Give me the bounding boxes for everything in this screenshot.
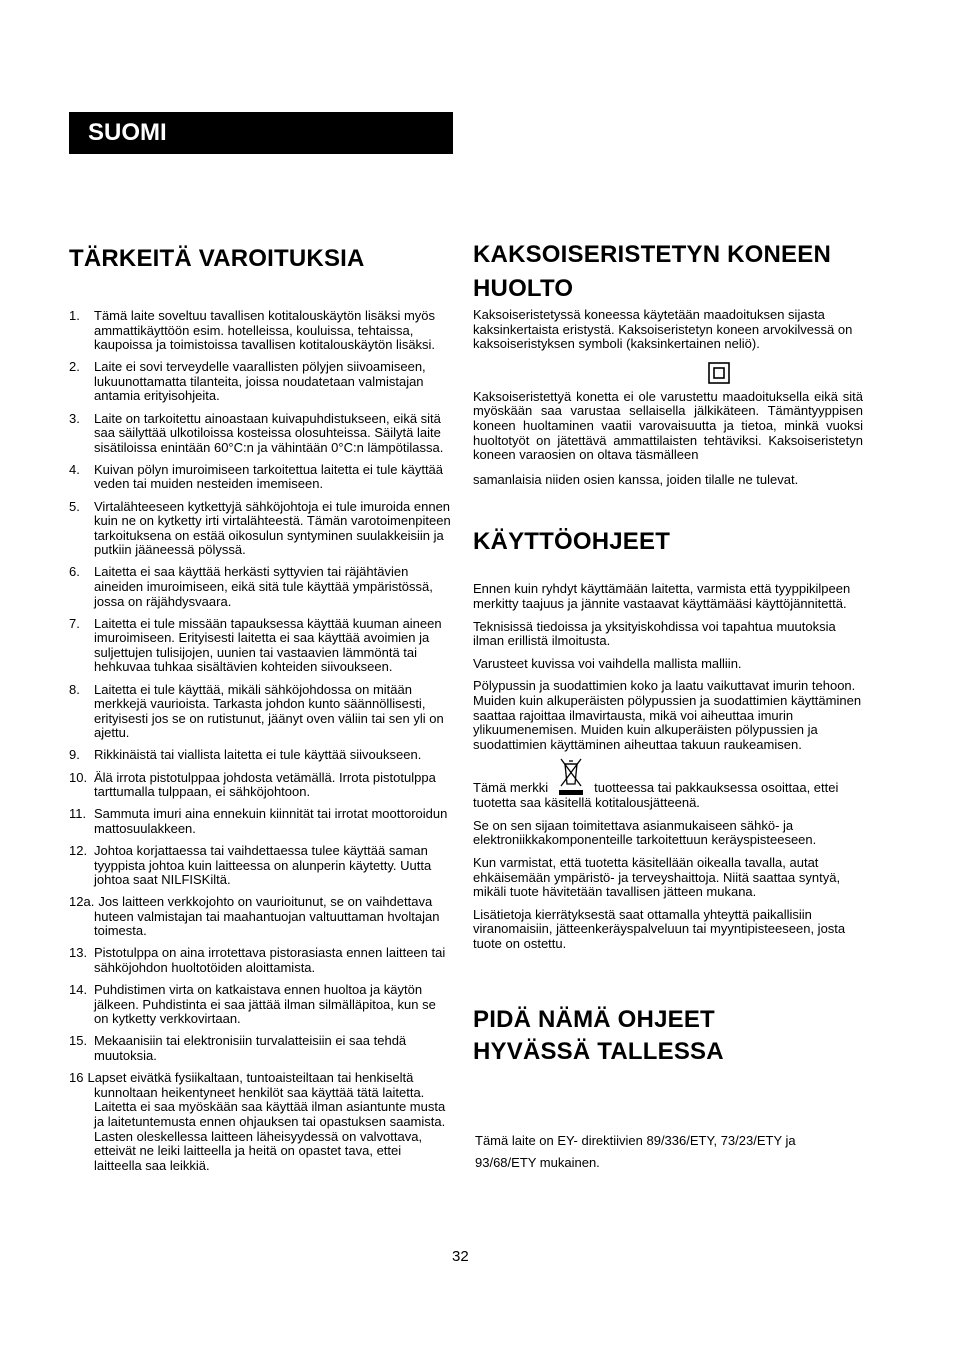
warning-number: 11.	[69, 806, 87, 822]
warning-item	[69, 771, 451, 800]
double-insulation-p3: samanlaisia niiden osien kanssa, joiden tilalle ne tulevat.	[473, 471, 799, 487]
warning-item	[69, 895, 451, 939]
warning-number: 2.	[69, 359, 80, 375]
warning-text: Lapset eivätkä fysiikaltaan, tuntoaisteiltaan tai henkiseltä kunnoltaan heikentyneet henkilöt saa käyttää tätä laitetta. Laitetta ei saa myöskään saa käyttää ilman asiantunte musta ja laitetuntemusta ennen ohjauksen tai opastuksen saamista. Lasten oleskellessa laitteen läheisyydessä on valvottava, etteivät ne leiki laitteella ja heitä on opastet tava, ettei laitteella saa leikkiä.	[87, 1070, 446, 1173]
instructions-title: KÄYTTÖOHJEET	[473, 528, 671, 556]
warning-text: Laitetta ei tule käyttää, mikäli sähköjohdossa on mitään merkkejä vaurioista. Tarkasta johdon kunto säännöllisesti, erityisesti jos se on rutistunut, jäänyt oven väliin tai sen yli on ajettu.	[94, 681, 444, 741]
warning-item	[69, 1034, 451, 1063]
warning-text: Mekaanisiin tai elektronisiin turvalatteisiin ei saa tehdä muutoksia.	[94, 1033, 407, 1064]
warning-item	[69, 983, 451, 1027]
warning-item	[69, 617, 451, 675]
warnings-list	[69, 309, 451, 1173]
warning-item	[69, 946, 451, 975]
warning-number: 10.	[69, 769, 88, 785]
warning-item	[69, 1071, 451, 1173]
instructions-p6: Se on sen sijaan toimitettava asianmukaiseen sähkö- ja elektroniikkakomponenteille tarkoitettuun keräyspisteeseen.	[473, 817, 817, 848]
instructions-p7: Kun varmistat, että tuotetta käsitellään oikealla tavalla, autat ehkäisemään ympäristö- ja terveyshaittoja. Niitä saattaa syntyä, mikäli tuote hävitetään tavallisen jätteen mukana.	[473, 855, 841, 900]
instructions-p2: Teknisissä tiedoissa ja yksityiskohdissa voi tapahtua muutoksia ilman erillistä ilmoitusta.	[473, 618, 836, 649]
warning-text: Laite on tarkoitettu ainoastaan kuivapuhdistukseen, eikä sitä saa säilyttää ulkotiloissa kosteissa olosuhteissa. Säilytä laite sisätiloissa enintään 60°C:n ja vähintään 0°C:n lämpötilassa.	[94, 410, 444, 455]
warning-text: Rikkinäistä tai viallista laitetta ei tule käyttää siivoukseen.	[94, 747, 422, 763]
double-square-icon	[708, 362, 730, 384]
double-insulation-title: KAKSOISERISTETYN KONEEN HUOLTO	[473, 241, 831, 302]
warning-item	[69, 807, 451, 836]
warning-item	[69, 360, 451, 404]
warning-number: 9.	[69, 747, 80, 763]
warning-text: Tämä laite soveltuu tavallisen kotitalouskäytön lisäksi myös ammattikäyttöön esim. hotelleissa, kouluissa, tehtaissa, kaupoissa ja toimistoissa tavallisen kotitalouskäytön lisäksi.	[94, 308, 436, 353]
keep-title: PIDÄ NÄMÄ OHJEET HYVÄSSÄ TALLESSA	[473, 1005, 724, 1065]
warning-text: Virtalähteeseen kytkettyjä sähköjohtoja ei tule imuroida ennen kuin ne on kytketty irti virtalähteestä. Tämän varotoimenpiteen tarkoituksena on estää oikosulun syntyminen suulakkeisiin ja putkiin jääneessä pölyssä.	[94, 498, 451, 558]
warning-item	[69, 565, 451, 609]
warning-text: Sammuta imuri aina ennekuin kiinnität tai irrotat moottoroidun mattosuulakkeen.	[94, 806, 448, 836]
warning-number: 4.	[69, 461, 80, 477]
warning-item	[69, 463, 451, 492]
warning-text: Pistotulppa on aina irrotettava pistorasiasta ennen laitteen tai sähköjohdon huoltotöiden aloittamista.	[94, 945, 446, 976]
weee-paragraph	[473, 756, 863, 811]
warning-item	[69, 748, 451, 763]
warning-item	[69, 500, 451, 558]
instructions-p3: Varusteet kuvissa voi vaihdella mallista malliin.	[473, 655, 742, 671]
warning-text: Laitetta ei tule missään tapauksessa käyttää kuuman aineen imuroimiseen. Erityisesti laitetta ei saa käyttää avoimien ja suljettujen tulisijojen, uunien tai vastaavien lämmöntä tai hehkuvaa tuhkaa sisältävien kohteiden siivoukseen.	[94, 615, 442, 675]
warning-text: Puhdistimen virta on katkaistava ennen huoltoa ja käytön jälkeen. Puhdistinta ei saa jättää ilman silmälläpitoa, kun se on kytketty verkkovirtaan.	[94, 982, 436, 1027]
warning-text: Kuivan pölyn imuroimiseen tarkoitettua laitetta ei tule käyttää veden tai muiden nesteiden imemiseen.	[94, 461, 444, 492]
directive-text: Tämä laite on EY- direktiivien 89/336/ETY, 73/23/ETY ja 93/68/ETY mukainen.	[475, 1132, 796, 1170]
warning-text: Älä irrota pistotulppaa johdosta vetämällä. Irrota pistotulppa tarttumalla tulppaan, ei sähköjohtoon.	[94, 769, 436, 800]
warning-number: 5.	[69, 498, 80, 514]
warning-number: 12.	[69, 842, 88, 858]
language-header	[69, 112, 453, 154]
warning-text: Laite ei sovi terveydelle vaarallisten pölyjen siivoamiseen, lukuunottamatta tilanteita, joissa noudatetaan valmistajan antamia erityisohjeita.	[94, 359, 426, 404]
warning-text: Johtoa korjattaessa tai vaihdettaessa tulee käyttää saman tyyppista johtoa kuin laitteessa on alunperin käytetty. Uutta johtoa saat NILFISKiltä.	[94, 842, 432, 888]
warning-number: 12a.	[69, 894, 95, 910]
warning-number: 1.	[69, 308, 80, 323]
warning-number: 3.	[69, 410, 80, 426]
warning-text: Laitetta ei saa käyttää herkästi syttyvien tai räjähtävien aineiden imuroimiseen, eikä sitä tule käyttää ympäristössä, jossa on räjähdysvaara.	[94, 564, 433, 609]
warning-number: 6.	[69, 564, 80, 580]
instructions-p8: Lisätietoja kierrätyksestä saat ottamalla yhteyttä paikallisiin viranomaisiin, jätteenkeräyspalveluun tai myyntipisteeseen, josta tuote on ostettu.	[473, 906, 846, 952]
weee-text-before: Tämä merkki	[473, 780, 549, 796]
warning-item	[69, 683, 451, 741]
warning-number: 14.	[69, 982, 88, 998]
warning-number: 8.	[69, 681, 80, 697]
warning-text: Jos laitteen verkkojohto on vaurioitunut, se on vaihdettava huteen valmistajan tai maahantuojan valtuuttaman hvoltajan toimesta.	[94, 894, 440, 939]
instructions-p1: Ennen kuin ryhdyt käyttämään laitetta, varmista että tyyppikilpeen merkitty taajuus ja jännite vastaavat käyttämääsi käyttöjännitettä.	[473, 581, 851, 611]
double-insulation-p2: Kaksoiseristettyä konetta ei ole varustettu maadoituksella eikä sitä myöskään saa varustaa sellaisella jälkikäteen. Tämäntyyppisen koneen huoltaminen vaatii varovaisuutta ja tietoa, minkä vuoksi huoltotyöt on jätettävä ammattilaisten tehtäviksi. Kaksoiseristetyn koneen varaosien on oltava täsmälleen	[473, 388, 863, 463]
double-insulation-p1: Kaksoiseristetyssä koneessa käytetään maadoituksen sijasta kaksinkertaista eristystä. Kaksoiseristetyn koneen arvokilvessä on kaksoiseristyksen symboli (kaksinkertainen neliö).	[473, 307, 853, 352]
crossed-bin-icon	[556, 756, 586, 796]
warnings-title: TÄRKEITÄ VAROITUKSIA	[69, 245, 365, 272]
right-column	[473, 238, 863, 1174]
warning-number: 13.	[69, 945, 88, 961]
warning-number: 7.	[69, 615, 80, 631]
warning-item	[69, 412, 451, 456]
language-label: SUOMI	[88, 119, 167, 146]
warnings-section	[69, 242, 451, 1181]
warning-item	[69, 844, 451, 888]
instructions-p4: Pölypussin ja suodattimien koko ja laatu vaikuttavat imurin tehoon. Muiden kuin alkuperäisten pölypussien ja suodattimien käyttäminen saattaa rajoittaa ilmavirtausta, mikä voi aiheuttaa imurin ylikuumenemisen. Muiden kuin alkuperäisten pölypussien ja suodattimien käyttäminen aiheuttaa takuun raukeamisen.	[473, 678, 862, 752]
warning-item	[69, 309, 451, 353]
page-number: 32	[452, 1248, 469, 1265]
warning-number: 15.	[69, 1033, 88, 1049]
weee-text-after: tuotteessa tai pakkauksessa osoittaa, ettei tuotetta saa käsitellä kotitalousjätteenä.	[473, 780, 839, 811]
warning-number: 16	[69, 1070, 84, 1086]
